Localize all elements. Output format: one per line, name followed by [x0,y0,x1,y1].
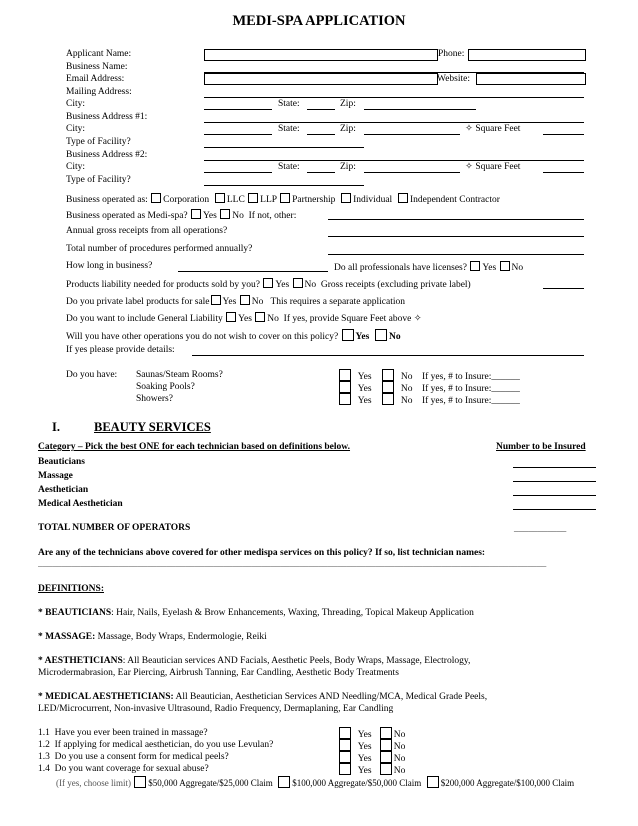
definition-text: Massage, Body Wraps, Endermologie, Reiki [95,632,267,642]
pools-yes-checkbox[interactable] [339,381,351,393]
email-input[interactable] [204,73,438,85]
definition-term: * MEDICAL AESTHETICIANS: [38,692,174,702]
showers-yes-checkbox[interactable] [339,393,351,405]
city-label-2: City: [66,162,86,172]
products-liability-label: Products liability needed for products sold by you? [66,280,260,290]
pools-no-checkbox[interactable] [382,381,394,393]
licenses-row [334,261,523,274]
q-no-label: No [393,766,406,776]
other-operations-no-label: No [389,332,401,342]
zip-label: Zip: [340,99,356,109]
zip-label-2: Zip: [340,162,356,172]
sauna-label: Saunas/Steam Rooms? [136,370,223,380]
showers-insure-label: If yes, # to Insure:______ [421,396,520,406]
q-yes-label: Yes [357,742,372,752]
question-number: 1.2 [38,740,50,750]
choose-limit-label: (If yes, choose limit) [56,778,131,788]
question-1-1 [38,728,208,739]
email-label: Email Address: [66,74,125,84]
q-yes-label: Yes [357,766,372,776]
zip-field-1[interactable] [364,134,460,135]
pools-insure-label: If yes, # to Insure:______ [421,384,520,394]
business-address-2-label: Business Address #2: [66,150,148,160]
sauna-yes-label: Yes [357,372,372,382]
mailing-address-label: Mailing Address: [66,87,132,97]
state-field-2[interactable] [307,172,335,173]
applicant-name-input[interactable] [204,49,438,61]
state-field-1[interactable] [307,134,335,135]
if-yes-details-label: If yes please provide details: [66,345,175,355]
independent-contractor-checkbox[interactable] [398,193,408,203]
if-yes-sqft-note: If yes, provide Square Feet above ✧ [283,314,422,324]
square-feet-field-1[interactable] [543,134,584,135]
if-not-other-label: If not, other: [248,211,297,221]
llp-label: LLP [260,195,277,205]
website-input[interactable] [476,73,586,85]
medical-aesthetician-count-field[interactable] [513,509,596,510]
state-label-1: State: [278,124,300,134]
general-liability-label: Do you want to include General Liability [66,314,223,324]
medispa-no-checkbox[interactable] [220,209,230,219]
pools-no-label: No [400,384,413,394]
medispa-no-label: No [232,211,244,221]
total-procedures-field[interactable] [328,254,584,255]
q-no-label: No [393,754,406,764]
massage-count-field[interactable] [513,481,596,482]
q1-4-yes-checkbox[interactable] [339,763,351,775]
definition-term: * AESTHETICIANS [38,656,123,666]
q1-3-no-checkbox[interactable] [380,751,392,763]
category-header: Category – Pick the best ONE for each technician based on definitions below. [38,442,351,452]
q1-2-no-checkbox[interactable] [380,739,392,751]
private-label-label: Do you private label products for sale [66,297,210,307]
section-number: I. [52,420,60,434]
limit-100k-label: $100,000 Aggregate/$50,000 Claim [292,778,422,788]
medispa-yes-checkbox[interactable] [191,209,201,219]
type-facility-label-2: Type of Facility? [66,175,131,185]
sauna-no-checkbox[interactable] [382,369,394,381]
state-label: State: [278,99,300,109]
question-text: Do you use a consent form for medical peels? [54,752,229,762]
showers-label: Showers? [136,394,173,404]
square-feet-label-2: ✧ Square Feet [465,162,521,172]
private-label-no-checkbox[interactable] [240,295,250,305]
business-operated-as-label: Business operated as: [66,195,148,205]
products-no-checkbox[interactable] [293,278,303,288]
sauna-yes-checkbox[interactable] [339,369,351,381]
definition-medical-aestheticians [38,691,558,715]
category-beauticians: Beauticians [38,457,85,467]
q-yes-label: Yes [357,754,372,764]
definition-aestheticians [38,655,548,679]
section-title: BEAUTY SERVICES [94,420,211,434]
other-operations-row [66,329,401,343]
products-liability-row [66,278,471,291]
definition-text: : Hair, Nails, Eyelash & Brow Enhancements, Waxing, Threading, Topical Makeup Application [111,608,474,618]
aesthetician-count-field[interactable] [513,495,596,496]
city-label-1: City: [66,124,86,134]
definition-text: : All Beautician services AND Facials, Aesthetic Peels, Body Wraps, Massage, Electrology, Microdermabrasion, Ear Piercing, Airbrush Tanning, Ear Candling, Aesthetic Body Treatments [38,656,471,678]
square-feet-label-1: ✧ Square Feet [465,124,521,134]
limit-50k-label: $50,000 Aggregate/$25,000 Claim [148,778,273,788]
individual-label: Individual [353,195,393,205]
general-liability-no-checkbox[interactable] [255,312,265,322]
business-address-1-field[interactable] [204,122,584,123]
total-procedures-label: Total number of procedures performed annually? [66,244,253,254]
gross-receipts-excl-field[interactable] [543,288,584,289]
number-insured-header: Number to be Insured [496,442,586,452]
how-long-label: How long in business? [66,261,153,271]
medispa-row [66,209,296,222]
products-no-label: No [304,280,317,290]
phone-input[interactable] [468,49,586,61]
technician-names-field[interactable]: ___________________________________________________________________________________________________________ [38,559,547,569]
question-number: 1.1 [38,728,50,738]
licenses-no-checkbox[interactable] [500,261,510,271]
limit-200k-label: $200,000 Aggregate/$100,000 Claim [440,778,575,788]
sauna-insure-label: If yes, # to Insure:______ [421,372,520,382]
zip-field-2[interactable] [364,172,460,173]
state-label-2: State: [278,162,300,172]
independent-contractor-label: Independent Contractor [409,195,500,205]
licenses-label: Do all professionals have licenses? [334,263,467,273]
zip-field[interactable] [364,109,476,110]
phone-label: Phone: [438,49,465,59]
definition-beauticians [38,607,598,619]
licenses-no-label: No [511,263,524,273]
do-you-have-label: Do you have: [66,370,118,380]
business-address-1-label: Business Address #1: [66,112,148,122]
type-facility-label-1: Type of Facility? [66,137,131,147]
other-operations-yes-checkbox[interactable] [342,329,354,341]
business-name-label: Business Name: [66,62,128,72]
sauna-no-label: No [400,372,413,382]
total-operators-field[interactable]: ___________ [514,524,567,534]
total-operators-label: TOTAL NUMBER OF OPERATORS [38,523,191,533]
gross-receipts-excl-label: Gross receipts (excluding private label) [320,280,471,290]
partnership-label: Partnership [292,195,336,205]
category-massage: Massage [38,471,73,481]
definition-term: * MASSAGE: [38,632,96,642]
limit-50k-checkbox[interactable] [134,776,146,788]
other-operations-no-checkbox[interactable] [375,329,387,341]
definition-massage [38,631,598,643]
city-field-2[interactable] [204,172,272,173]
question-text: If applying for medical aesthetician, do you use Levulan? [54,740,274,750]
mailing-address-field[interactable] [204,97,584,98]
q1-1-yes-checkbox[interactable] [339,727,351,739]
question-1-4 [38,764,209,775]
q1-4-no-checkbox[interactable] [380,763,392,775]
q-no-label: No [393,730,406,740]
city-label: City: [66,99,86,109]
corporation-checkbox[interactable] [151,193,161,203]
definition-text: All Beautician, Aesthetician Services AND Needling/MCA, Medical Grade Peels, LED/Microcurrent, Non-invasive Ultrasound, Radio Frequency, Dermaplaning, Ear Candling [38,692,488,714]
general-liability-yes-label: Yes [238,314,252,324]
soaking-pools-label: Soaking Pools? [136,382,195,392]
individual-checkbox[interactable] [341,193,351,203]
if-not-other-field[interactable] [328,219,584,220]
llp-checkbox[interactable] [248,193,258,203]
question-1-3 [38,752,229,763]
q1-2-yes-checkbox[interactable] [339,739,351,751]
other-operations-yes-label: Yes [355,332,370,342]
licenses-yes-label: Yes [482,263,497,273]
city-field-1[interactable] [204,134,272,135]
llc-label: LLC [226,195,245,205]
state-field[interactable] [307,109,335,110]
showers-no-label: No [400,396,413,406]
question-number: 1.4 [38,764,50,774]
private-label-row [66,295,405,308]
products-yes-checkbox[interactable] [263,278,273,288]
showers-options [338,393,520,407]
annual-gross-label: Annual gross receipts from all operations? [66,226,228,236]
annual-gross-field[interactable] [328,236,584,237]
q1-1-no-checkbox[interactable] [380,727,392,739]
question-1-2 [38,740,273,751]
applicant-name-label: Applicant Name: [66,49,132,59]
business-operated-as-row [66,193,500,206]
definitions-header: DEFINITIONS: [38,584,104,594]
question-text: Do you want coverage for sexual abuse? [54,764,209,774]
beauticians-count-field[interactable] [513,467,596,468]
licenses-yes-checkbox[interactable] [470,261,480,271]
zip-label-1: Zip: [340,124,356,134]
website-label: Website: [437,74,471,84]
question-text: Have you ever been trained in massage? [54,728,208,738]
definition-term: * BEAUTICIANS [38,608,112,618]
llc-checkbox[interactable] [215,193,225,203]
limit-200k-checkbox[interactable] [427,776,439,788]
page-title: MEDI-SPA APPLICATION [232,13,406,29]
q-no-label: No [393,742,406,752]
general-liability-yes-checkbox[interactable] [226,312,236,322]
if-yes-details-field[interactable] [192,355,584,356]
limits-row [56,776,574,789]
general-liability-row [66,312,422,325]
medispa-label: Business operated as Medi-spa? [66,211,188,221]
general-liability-no-label: No [267,314,279,324]
products-yes-label: Yes [275,280,290,290]
showers-no-checkbox[interactable] [382,393,394,405]
category-aesthetician: Aesthetician [38,485,89,495]
q1-3-yes-checkbox[interactable] [339,751,351,763]
covered-question: Are any of the technicians above covered for other medispa services on this policy? If so, list technician names: [38,548,486,558]
medispa-yes-label: Yes [203,211,217,221]
business-address-2-field[interactable] [204,160,584,161]
separate-application-note: This requires a separate application [270,297,405,307]
private-label-yes-checkbox[interactable] [211,295,221,305]
city-field[interactable] [204,109,272,110]
how-long-field[interactable] [178,271,328,272]
question-number: 1.3 [38,752,50,762]
type-facility-field-2[interactable] [204,185,364,186]
private-label-no-label: No [251,297,264,307]
showers-yes-label: Yes [357,396,372,406]
category-medical-aesthetician: Medical Aesthetician [38,499,123,509]
other-operations-label: Will you have other operations you do not wish to cover on this policy? [66,332,339,342]
q-yes-label: Yes [357,730,372,740]
limit-100k-checkbox[interactable] [278,776,290,788]
partnership-checkbox[interactable] [280,193,290,203]
question-1-4-options [338,763,405,777]
square-feet-field-2[interactable] [543,172,584,173]
pools-yes-label: Yes [357,384,372,394]
corporation-label: Corporation [163,195,210,205]
type-facility-field-1[interactable] [204,147,364,148]
private-label-yes-label: Yes [222,297,237,307]
